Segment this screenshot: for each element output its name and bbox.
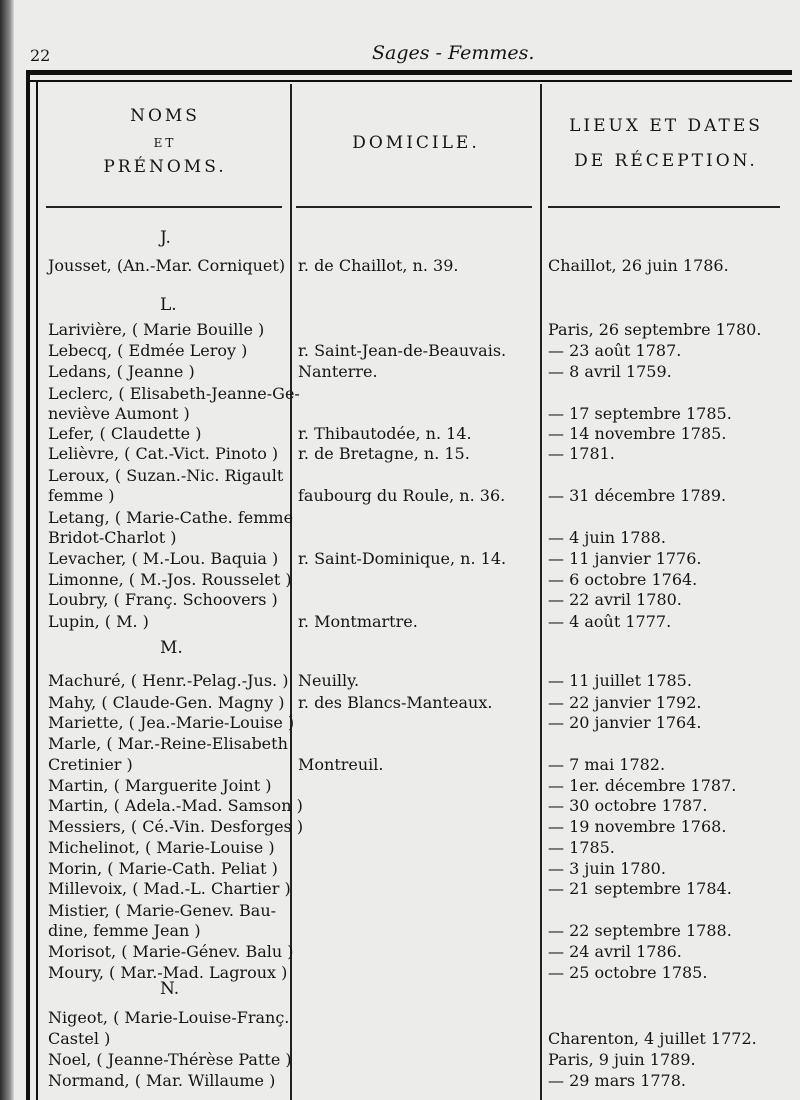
entry-domicile: r. de Chaillot, n. 39. [298, 256, 459, 275]
entry-name: Noel, ( Jeanne-Thérèse Patte ) [48, 1050, 292, 1069]
table-row [48, 466, 788, 487]
table-row [48, 508, 788, 529]
entry-name: Levacher, ( M.-Lou. Baquia ) [48, 549, 279, 568]
table-row [48, 570, 788, 591]
entry-reception: — 1785. [548, 838, 615, 857]
entry-reception: Paris, 26 septembre 1780. [548, 320, 762, 339]
entry-reception: — 29 mars 1778. [548, 1071, 686, 1090]
entry-domicile: Neuilly. [298, 671, 360, 690]
header-lieux: LIEUX ET DATES [569, 116, 763, 136]
entry-name: Ledans, ( Jeanne ) [48, 362, 195, 381]
entry-domicile: r. Saint-Dominique, n. 14. [298, 549, 507, 568]
entry-domicile: r. Saint-Jean-de-Beauvais. [298, 341, 507, 360]
table-row [48, 384, 788, 405]
table-row [48, 256, 788, 277]
table-row [48, 921, 788, 942]
entry-name: Lefer, ( Claudette ) [48, 424, 202, 443]
entry-domicile: r. Thibautodée, n. 14. [298, 424, 472, 443]
table-row [48, 693, 788, 714]
header-lieux-dates [548, 118, 784, 170]
table-row [48, 1050, 788, 1071]
section-letter-l: L. [160, 295, 177, 315]
book-binding-shadow [0, 0, 14, 1100]
entry-name: Larivière, ( Marie Bouille ) [48, 320, 265, 339]
entry-name: Mariette, ( Jea.-Marie-Louise ) [48, 713, 295, 732]
table-row [48, 1008, 788, 1029]
entry-name: Machuré, ( Henr.-Pelag.-Jus. ) [48, 671, 289, 690]
header-rule-col2 [296, 206, 532, 208]
entry-reception: — 8 avril 1759. [548, 362, 672, 381]
entry-name: Lebecq, ( Edmée Leroy ) [48, 341, 248, 360]
table-row [48, 1029, 788, 1050]
page-title: Sages - Femmes. [372, 42, 535, 64]
entry-name: Cretinier ) [48, 755, 133, 774]
table-row [48, 963, 788, 984]
entry-name: femme ) [48, 486, 115, 505]
table-row [48, 901, 788, 922]
entry-domicile: faubourg du Roule, n. 36. [298, 486, 506, 505]
table-row [48, 1071, 788, 1092]
entry-name: Bridot-Charlot ) [48, 528, 177, 547]
entry-reception: — 1er. décembre 1787. [548, 776, 737, 795]
header-domicile-label: DOMICILE. [352, 133, 480, 153]
entry-domicile: r. Montmartre. [298, 612, 418, 631]
entry-reception: — 11 juillet 1785. [548, 671, 692, 690]
entry-reception: — 4 juin 1788. [548, 528, 666, 547]
table-left-rule [26, 70, 30, 1100]
header-noms: NOMS [130, 106, 200, 126]
entry-name: Martin, ( Marguerite Joint ) [48, 776, 272, 795]
entry-reception: Paris, 9 juin 1789. [548, 1050, 696, 1069]
table-top-rule [26, 70, 792, 75]
entry-name: Messiers, ( Cé.-Vin. Desforges ) [48, 817, 304, 836]
entry-domicile: r. des Blancs-Manteaux. [298, 693, 493, 712]
entry-name: Morisot, ( Marie-Génev. Balu ) [48, 942, 294, 961]
table-row [48, 341, 788, 362]
entry-reception: — 21 septembre 1784. [548, 879, 732, 898]
table-row [48, 776, 788, 797]
table-row [48, 612, 788, 633]
table-row [48, 486, 788, 507]
section-letter-m: M. [160, 638, 183, 658]
entry-name: dine, femme Jean ) [48, 921, 201, 940]
entry-name: neviève Aumont ) [48, 404, 190, 423]
entry-name: Lelièvre, ( Cat.-Vict. Pinoto ) [48, 444, 279, 463]
entry-reception: — 3 juin 1780. [548, 859, 666, 878]
entry-reception: — 17 septembre 1785. [548, 404, 732, 423]
entry-name: Limonne, ( M.-Jos. Rousselet ) [48, 570, 292, 589]
table-row [48, 549, 788, 570]
header-et: ET [153, 136, 177, 150]
table-row [48, 528, 788, 549]
table-row [48, 755, 788, 776]
entry-reception: Charenton, 4 juillet 1772. [548, 1029, 757, 1048]
table-row [48, 817, 788, 838]
table-left-rule-inner [36, 80, 38, 1100]
table-row [48, 320, 788, 341]
entry-name: Mahy, ( Claude-Gen. Magny ) [48, 693, 285, 712]
entry-reception: — 7 mai 1782. [548, 755, 666, 774]
table-row [48, 424, 788, 445]
section-letter-j: J. [160, 228, 171, 248]
entry-name: Michelinot, ( Marie-Louise ) [48, 838, 275, 857]
header-domicile [298, 135, 534, 152]
header-prenoms: PRÉNOMS. [103, 157, 227, 177]
entry-name: Mistier, ( Marie-Genev. Bau- [48, 901, 277, 920]
table-row [48, 590, 788, 611]
entry-name: Lupin, ( M. ) [48, 612, 149, 631]
entry-reception: — 11 janvier 1776. [548, 549, 702, 568]
entry-reception: — 24 avril 1786. [548, 942, 682, 961]
entry-reception: — 6 octobre 1764. [548, 570, 698, 589]
entry-name: Millevoix, ( Mad.-L. Chartier ) [48, 879, 291, 898]
table-row [48, 879, 788, 900]
header-reception: DE RÉCEPTION. [574, 151, 758, 171]
header-noms-prenoms [60, 108, 270, 176]
entry-domicile: r. de Bretagne, n. 15. [298, 444, 470, 463]
entry-name: Leclerc, ( Elisabeth-Jeanne-Ge- [48, 384, 300, 403]
entry-reception: — 31 décembre 1789. [548, 486, 727, 505]
table-row [48, 444, 788, 465]
entry-name: Nigeot, ( Marie-Louise-Franç. [48, 1008, 290, 1027]
entry-domicile: Nanterre. [298, 362, 378, 381]
entry-reception: — 25 octobre 1785. [548, 963, 708, 982]
table-row [48, 838, 788, 859]
table-row [48, 859, 788, 880]
entry-name: Letang, ( Marie-Cathe. femme [48, 508, 294, 527]
table-top-rule-inner [26, 80, 792, 82]
entry-reception: — 22 janvier 1792. [548, 693, 702, 712]
entry-name: Jousset, (An.-Mar. Corniquet) [48, 256, 286, 275]
page-number: 22 [30, 46, 51, 65]
table-row [48, 404, 788, 425]
entry-reception: — 4 août 1777. [548, 612, 672, 631]
table-row [48, 362, 788, 383]
entry-reception: — 19 novembre 1768. [548, 817, 727, 836]
entry-name: Normand, ( Mar. Willaume ) [48, 1071, 276, 1090]
entry-name: Loubry, ( Franç. Schoovers ) [48, 590, 278, 609]
entry-name: Leroux, ( Suzan.-Nic. Rigault [48, 466, 284, 485]
entry-name: Martin, ( Adela.-Mad. Samson ) [48, 796, 303, 815]
entry-reception: — 22 avril 1780. [548, 590, 682, 609]
header-rule-col1 [46, 206, 282, 208]
table-row [48, 713, 788, 734]
entry-reception: — 20 janvier 1764. [548, 713, 702, 732]
section-letter-n: N. [160, 979, 180, 999]
entry-reception: — 23 août 1787. [548, 341, 682, 360]
entry-reception: Chaillot, 26 juin 1786. [548, 256, 729, 275]
running-header [30, 40, 788, 68]
table-row [48, 796, 788, 817]
header-rule-col3 [548, 206, 780, 208]
table-row [48, 734, 788, 755]
entry-reception: — 1781. [548, 444, 615, 463]
entry-domicile: Montreuil. [298, 755, 384, 774]
entry-name: Moury, ( Mar.-Mad. Lagroux ) [48, 963, 288, 982]
entry-reception: — 30 octobre 1787. [548, 796, 708, 815]
table-row [48, 942, 788, 963]
entry-name: Castel ) [48, 1029, 111, 1048]
entry-name: Morin, ( Marie-Cath. Peliat ) [48, 859, 278, 878]
entry-name: Marle, ( Mar.-Reine-Elisabeth [48, 734, 288, 753]
table-row [48, 671, 788, 692]
entry-reception: — 14 novembre 1785. [548, 424, 727, 443]
entry-reception: — 22 septembre 1788. [548, 921, 732, 940]
